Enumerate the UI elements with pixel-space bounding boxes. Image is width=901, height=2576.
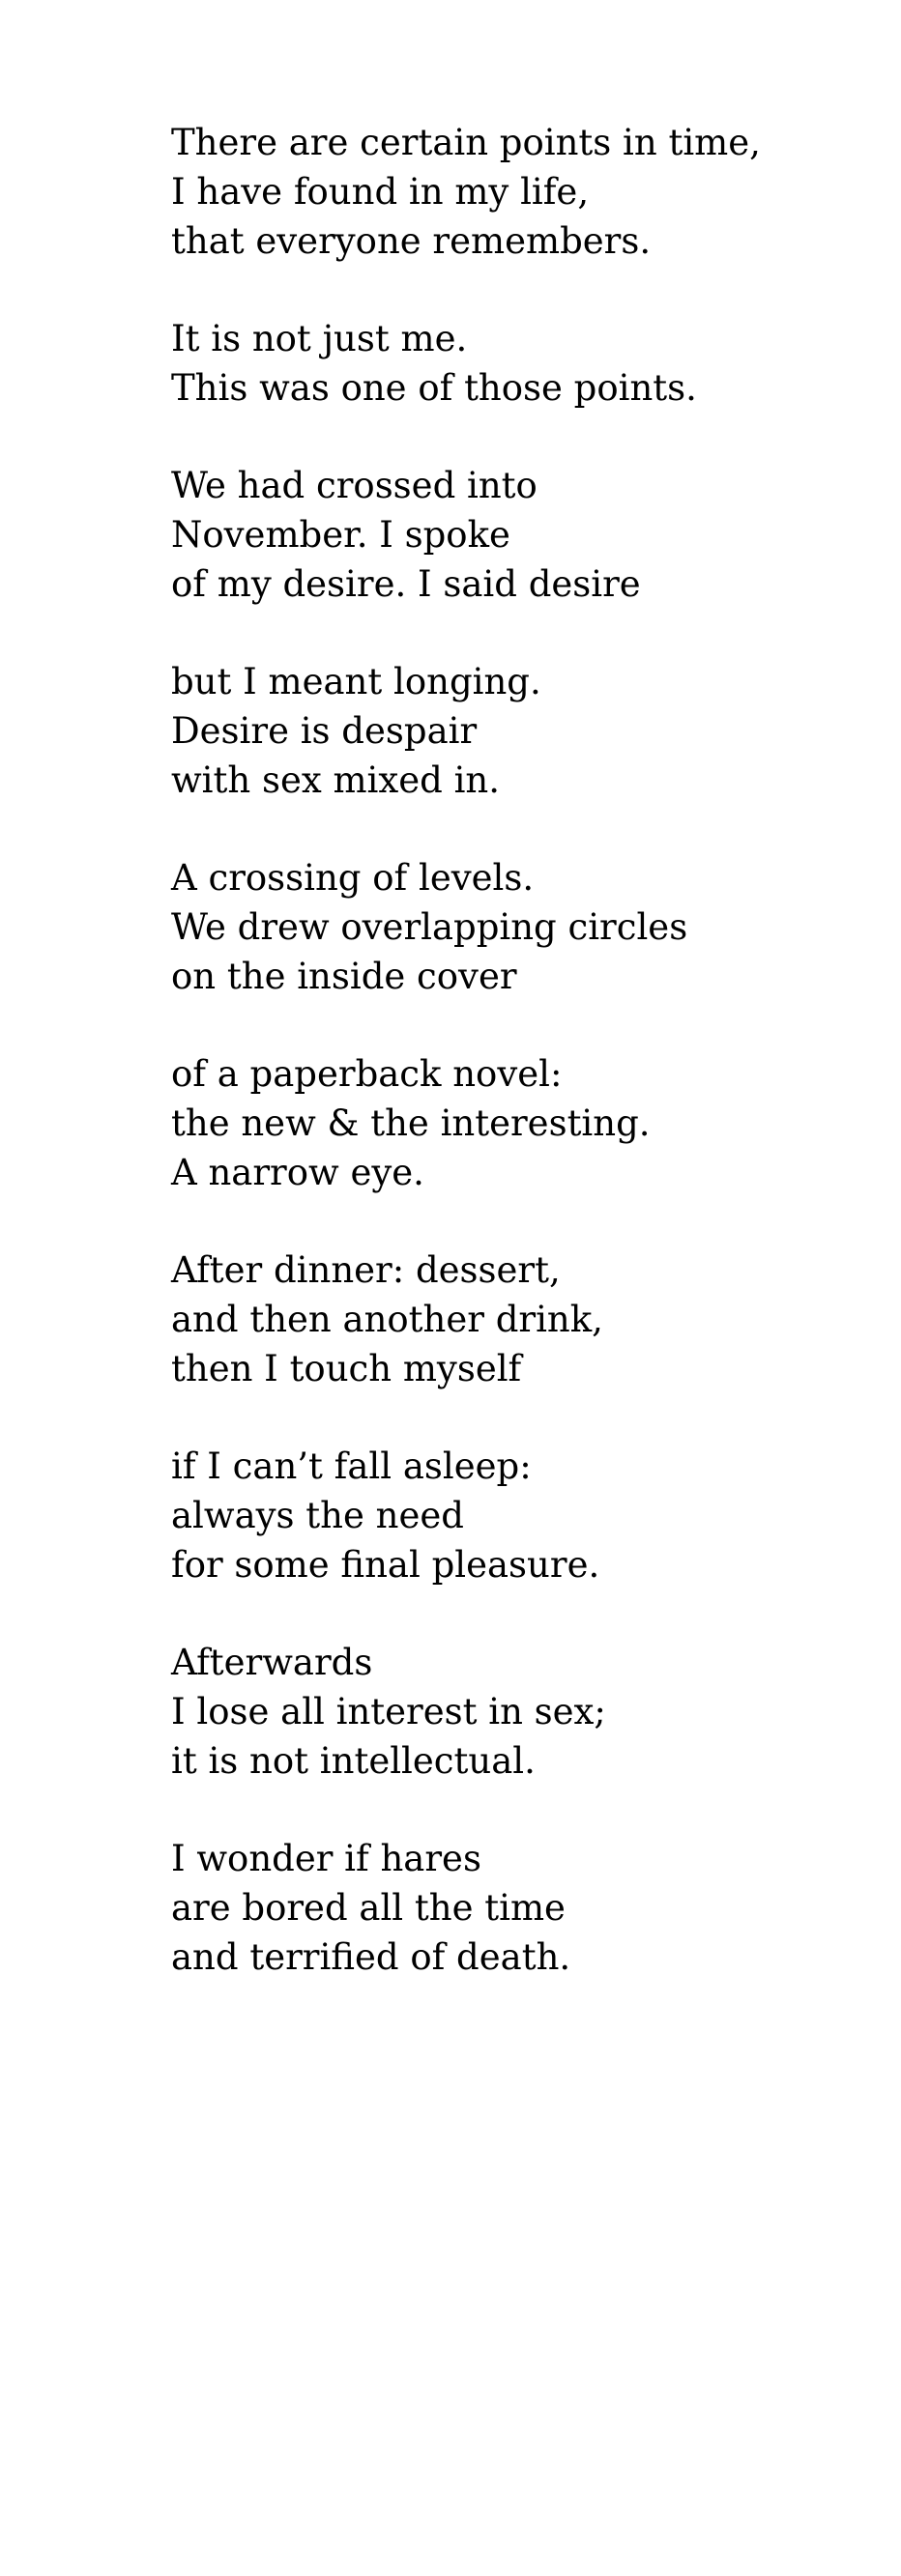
stanza bbox=[171, 1638, 848, 1786]
poem-line: then I touch myself bbox=[171, 1348, 522, 1389]
poem-line: are bored all the time bbox=[171, 1887, 566, 1929]
poem-line: We drew overlapping circles bbox=[171, 906, 688, 948]
poem-line: Afterwards bbox=[171, 1642, 373, 1683]
poem-line: We had crossed into bbox=[171, 465, 538, 506]
poem-line: November. I spoke bbox=[171, 514, 510, 556]
poem-line: I lose all interest in sex; bbox=[171, 1691, 606, 1732]
poem-line: of my desire. I said desire bbox=[171, 563, 641, 605]
poem-line: that everyone remembers. bbox=[171, 220, 652, 262]
poem-line: always the need bbox=[171, 1495, 464, 1536]
poem-line: A crossing of levels. bbox=[171, 857, 535, 899]
poem-line: I wonder if hares bbox=[171, 1838, 481, 1879]
poem-line: the new & the interesting. bbox=[171, 1102, 651, 1144]
stanza bbox=[171, 1049, 848, 1197]
poem-line: It is not just me. bbox=[171, 318, 468, 359]
poem-line: with sex mixed in. bbox=[171, 759, 501, 801]
poem-line: I have found in my life, bbox=[171, 171, 590, 213]
poem-line: A narrow eye. bbox=[171, 1152, 424, 1193]
stanza bbox=[171, 461, 848, 609]
stanza bbox=[171, 1834, 848, 1982]
poem-line: on the inside cover bbox=[171, 956, 517, 997]
stanza bbox=[171, 853, 848, 1001]
poem-line: There are certain points in time, bbox=[171, 122, 761, 163]
poem-line: but I meant longing. bbox=[171, 661, 541, 702]
poem-line: and terrified of death. bbox=[171, 1936, 571, 1978]
stanza bbox=[171, 118, 848, 266]
poem-line: of a paperback novel: bbox=[171, 1053, 563, 1095]
stanza bbox=[171, 657, 848, 805]
poem-line: it is not intellectual. bbox=[171, 1740, 536, 1782]
poem-line: if I can’t fall asleep: bbox=[171, 1445, 532, 1487]
poem-line: This was one of those points. bbox=[171, 367, 697, 409]
poem-line: for some final pleasure. bbox=[171, 1544, 600, 1586]
poem-line: After dinner: dessert, bbox=[171, 1249, 561, 1291]
poem-line: Desire is despair bbox=[171, 710, 478, 752]
stanza bbox=[171, 1442, 848, 1589]
stanza bbox=[171, 1245, 848, 1393]
stanza bbox=[171, 314, 848, 413]
poem-line: and then another drink, bbox=[171, 1299, 603, 1340]
poem-body bbox=[171, 118, 848, 2030]
